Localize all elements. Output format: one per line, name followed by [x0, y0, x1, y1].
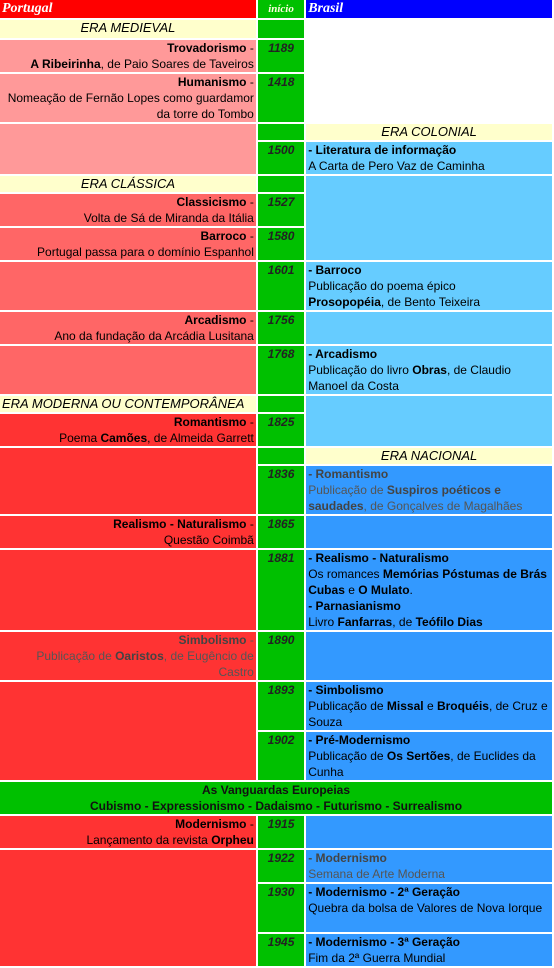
- br-modernismo: - Modernismo Semana de Arte Moderna: [306, 850, 552, 882]
- year-1825: 1825: [258, 414, 304, 446]
- year-1768: 1768: [258, 346, 304, 394]
- year-1418: 1418: [258, 74, 304, 122]
- br-simbolismo: - Simbolismo Publicação de Missal e Broquéis, de Cruz e Souza: [306, 682, 552, 730]
- year-1756: 1756: [258, 312, 304, 344]
- year-1865: 1865: [258, 516, 304, 548]
- era-medieval: ERA MEDIEVAL: [0, 20, 256, 38]
- br-barroco: - Barroco Publicação do poema épico Prosopopéia, de Bento Teixeira: [306, 262, 552, 310]
- year-1580: 1580: [258, 228, 304, 260]
- year-1922: 1922: [258, 850, 304, 882]
- pt-arcadismo: Arcadismo - Ano da fundação da Arcádia Lusitana: [0, 312, 256, 344]
- pt-romantismo: Romantismo - Poema Camões, de Almeida Garrett: [0, 414, 256, 446]
- year-1890: 1890: [258, 632, 304, 680]
- year-1893: 1893: [258, 682, 304, 730]
- pt-simbolismo: Simbolismo - Publicação de Oaristos, de Eugêncio de Castro: [0, 632, 256, 680]
- pt-barroco: Barroco - Portugal passa para o domínio Espanhol: [0, 228, 256, 260]
- header-portugal: Portugal: [0, 0, 256, 18]
- br-modernismo-3-geracao: - Modernismo - 3ª Geração Fim da 2ª Guerra Mundial: [306, 934, 552, 966]
- pt-realismo: Realismo - Naturalismo - Questão Coimbã: [0, 516, 256, 548]
- year-1930: 1930: [258, 884, 304, 932]
- vanguardas-europeias: As Vanguardas Europeias Cubismo - Expressionismo - Dadaismo - Futurismo - Surrealismo: [0, 782, 552, 814]
- year-1601: 1601: [258, 262, 304, 310]
- br-arcadismo: - Arcadismo Publicação do livro Obras, de Claudio Manoel da Costa: [306, 346, 552, 394]
- year-1945: 1945: [258, 934, 304, 966]
- br-realismo-parnasianismo: - Realismo - Naturalismo Os romances Memórias Póstumas de Brás Cubas e O Mulato. - Parnasianismo Livro Fanfarras, de Teófilo Dias: [306, 550, 552, 630]
- br-romantismo: - Romantismo Publicação de Suspiros poéticos e saudades, de Gonçalves de Magalhães: [306, 466, 552, 514]
- br-literatura-informacao: - Literatura de informação A Carta de Pero Vaz de Caminha: [306, 142, 552, 174]
- br-pre-modernismo: - Pré-Modernismo Publicação de Os Sertões, de Euclides da Cunha: [306, 732, 552, 780]
- era-nacional: ERA NACIONAL: [306, 448, 552, 464]
- pt-classicismo: Classicismo - Volta de Sá de Miranda da Itália: [0, 194, 256, 226]
- pt-trovadorismo: Trovadorismo - A Ribeirinha, de Paio Soares de Taveiros: [0, 40, 256, 72]
- year-1915: 1915: [258, 816, 304, 848]
- year-1881: 1881: [258, 550, 304, 630]
- pt-modernismo: Modernismo - Lançamento da revista Orpheu: [0, 816, 256, 848]
- era-moderna: ERA MODERNA OU CONTEMPORÂNEA: [0, 396, 256, 412]
- year-1527: 1527: [258, 194, 304, 226]
- pt-humanismo: Humanismo - Nomeação de Fernão Lopes como guardamor da torre do Tombo: [0, 74, 256, 122]
- year-1500: 1500: [258, 142, 304, 174]
- era-classica: ERA CLÁSSICA: [0, 176, 256, 192]
- era-colonial: ERA COLONIAL: [306, 124, 552, 140]
- header-inicio: início: [258, 0, 304, 18]
- year-1189: 1189: [258, 40, 304, 72]
- year-1902: 1902: [258, 732, 304, 780]
- year-1836: 1836: [258, 466, 304, 514]
- header-row: [0, 0, 552, 18]
- br-modernismo-2-geracao: - Modernismo - 2ª Geração Quebra da bolsa de Valores de Nova Iorque: [306, 884, 552, 932]
- header-brasil: Brasil: [306, 0, 552, 18]
